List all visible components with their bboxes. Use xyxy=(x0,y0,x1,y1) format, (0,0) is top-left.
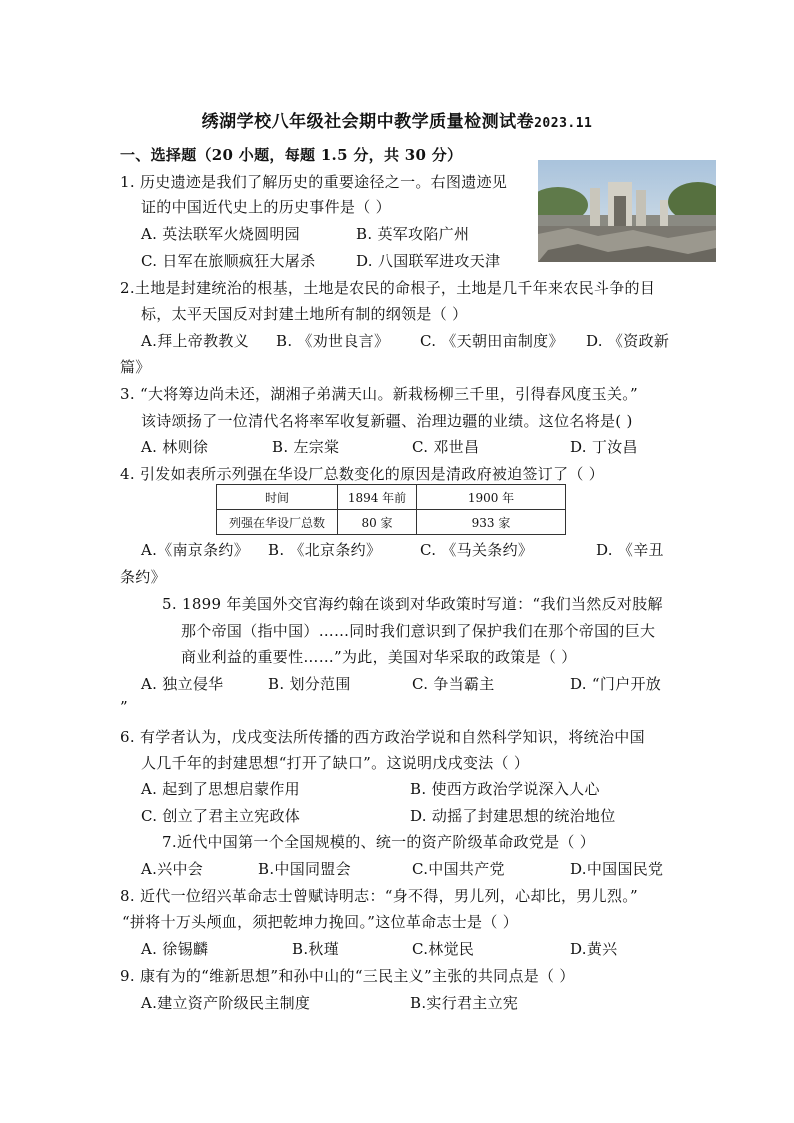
q6-option-a[interactable]: A. 起到了思想启蒙作用 xyxy=(141,780,300,798)
q2-option-d-cont: 篇》 xyxy=(120,358,151,376)
table-row-label: 列强在华设厂总数 xyxy=(217,510,338,535)
table-header-time: 时间 xyxy=(217,485,338,510)
q4-option-d[interactable]: D. 《辛丑 xyxy=(596,541,664,559)
q3-option-b[interactable]: B. 左宗棠 xyxy=(272,438,340,456)
q6-option-d[interactable]: D. 动摇了封建思想的统治地位 xyxy=(410,807,616,825)
q3-stem-line2: 该诗颂扬了一位清代名将率军收复新疆、治理边疆的业绩。这位名将是( ) xyxy=(141,412,633,430)
table-cell-1894: 80 家 xyxy=(338,510,417,535)
q9-stem-line1: 9. 康有为的“维新思想”和孙中山的“三民主义”主张的共同点是（ ） xyxy=(120,967,575,985)
table-row xyxy=(217,510,566,535)
exam-title xyxy=(0,107,794,132)
exam-title-main: 绣湖学校八年级社会期中教学质量检测试卷 xyxy=(201,112,535,132)
q5-stem-line1: 5. 1899 年美国外交官海约翰在谈到对华政策时写道：“我们当然反对肢解 xyxy=(162,595,663,613)
q7-option-b[interactable]: B.中国同盟会 xyxy=(258,860,351,878)
q8-stem-line2: “拼将十万头颅血，须把乾坤力挽回。”这位革命志士是（ ） xyxy=(122,913,519,931)
q3-option-d[interactable]: D. 丁汝昌 xyxy=(570,438,638,456)
q7-option-c[interactable]: C.中国共产党 xyxy=(412,860,505,878)
q9-option-b[interactable]: B.实行君主立宪 xyxy=(410,994,519,1012)
q3-stem-line1: 3. “大将筹边尚未还，湖湘子弟满天山。新栽杨柳三千里，引得春风度玉关。” xyxy=(120,385,639,403)
q8-stem-line1: 8. 近代一位绍兴革命志士曾赋诗明志：“身不得，男儿列，心却比，男儿烈。” xyxy=(120,887,639,905)
q9-option-a[interactable]: A.建立资产阶级民主制度 xyxy=(141,994,311,1012)
q2-stem-line2: 标，太平天国反对封建土地所有制的纲领是（ ） xyxy=(141,305,468,323)
q6-option-b[interactable]: B. 使西方政治学说深入人心 xyxy=(410,780,600,798)
q4-option-d-cont: 条约》 xyxy=(120,568,166,586)
q5-option-a[interactable]: A. 独立侵华 xyxy=(141,675,224,693)
q8-option-a[interactable]: A. 徐锡麟 xyxy=(141,940,209,958)
table-row xyxy=(217,485,566,510)
q6-stem-line2: 人几千年的封建思想“打开了缺口”。这说明戊戌变法（ ） xyxy=(141,754,530,772)
ruins-photo xyxy=(538,160,716,262)
q4-stem-line1: 4. 引发如表所示列强在华设厂总数变化的原因是清政府被迫签订了（ ） xyxy=(120,465,605,483)
q1-option-c[interactable]: C. 日军在旅顺疯狂大屠杀 xyxy=(141,252,316,270)
q5-option-c[interactable]: C. 争当霸主 xyxy=(412,675,495,693)
q1-option-a[interactable]: A. 英法联军火烧圆明园 xyxy=(141,225,300,243)
q5-option-d[interactable]: D. “门户开放 xyxy=(570,675,662,693)
q5-option-d-cont: ” xyxy=(120,698,128,716)
q2-option-a[interactable]: A.拜上帝教教义 xyxy=(141,332,250,350)
q5-option-b[interactable]: B. 划分范围 xyxy=(268,675,351,693)
q6-option-c[interactable]: C. 创立了君主立宪政体 xyxy=(141,807,301,825)
q1-stem-line1: 1. 历史遗迹是我们了解历史的重要途径之一。右图遗迹见 xyxy=(120,173,508,191)
q8-option-c[interactable]: C.林觉民 xyxy=(412,940,475,958)
q3-option-a[interactable]: A. 林则徐 xyxy=(141,438,209,456)
q1-stem-line2: 证的中国近代史上的历史事件是（ ） xyxy=(141,198,391,216)
q5-stem-line3: 商业利益的重要性……”为此，美国对华采取的政策是（ ） xyxy=(181,648,577,666)
q7-stem-line1: 7.近代中国第一个全国规模的、统一的资产阶级革命政党是（ ） xyxy=(162,833,596,851)
q7-option-d[interactable]: D.中国国民党 xyxy=(570,860,664,878)
q4-option-a[interactable]: A.《南京条约》 xyxy=(141,541,250,559)
table-header-1900: 1900 年 xyxy=(417,485,566,510)
q1-option-d[interactable]: D. 八国联军进攻天津 xyxy=(356,252,501,270)
q4-option-b[interactable]: B. 《北京条约》 xyxy=(268,541,382,559)
q3-option-c[interactable]: C. 邓世昌 xyxy=(412,438,480,456)
section-heading: 一、选择题（20 小题，每题 1.5 分，共 30 分） xyxy=(120,146,463,164)
q4-option-c[interactable]: C. 《马关条约》 xyxy=(420,541,534,559)
factory-count-table xyxy=(216,484,566,535)
q2-option-b[interactable]: B. 《劝世良言》 xyxy=(276,332,390,350)
q1-option-b[interactable]: B. 英军攻陷广州 xyxy=(356,225,470,243)
q8-option-d[interactable]: D.黄兴 xyxy=(570,940,618,958)
q2-option-d[interactable]: D. 《资政新 xyxy=(586,332,670,350)
q8-option-b[interactable]: B.秋瑾 xyxy=(292,940,339,958)
table-header-1894: 1894 年前 xyxy=(338,485,417,510)
q6-stem-line1: 6. 有学者认为，戊戌变法所传播的西方政治学说和自然科学知识，将统治中国 xyxy=(120,728,645,746)
q2-option-c[interactable]: C. 《天朝田亩制度》 xyxy=(420,332,564,350)
table-cell-1900: 933 家 xyxy=(417,510,566,535)
exam-title-year: 2023.11 xyxy=(534,116,593,131)
q5-stem-line2: 那个帝国（指中国）……同时我们意识到了保护我们在那个帝国的巨大 xyxy=(181,622,656,640)
q7-option-a[interactable]: A.兴中会 xyxy=(141,860,204,878)
q2-stem-line1: 2.土地是封建统治的根基，土地是农民的命根子，土地是几千年来农民斗争的目 xyxy=(120,279,656,297)
